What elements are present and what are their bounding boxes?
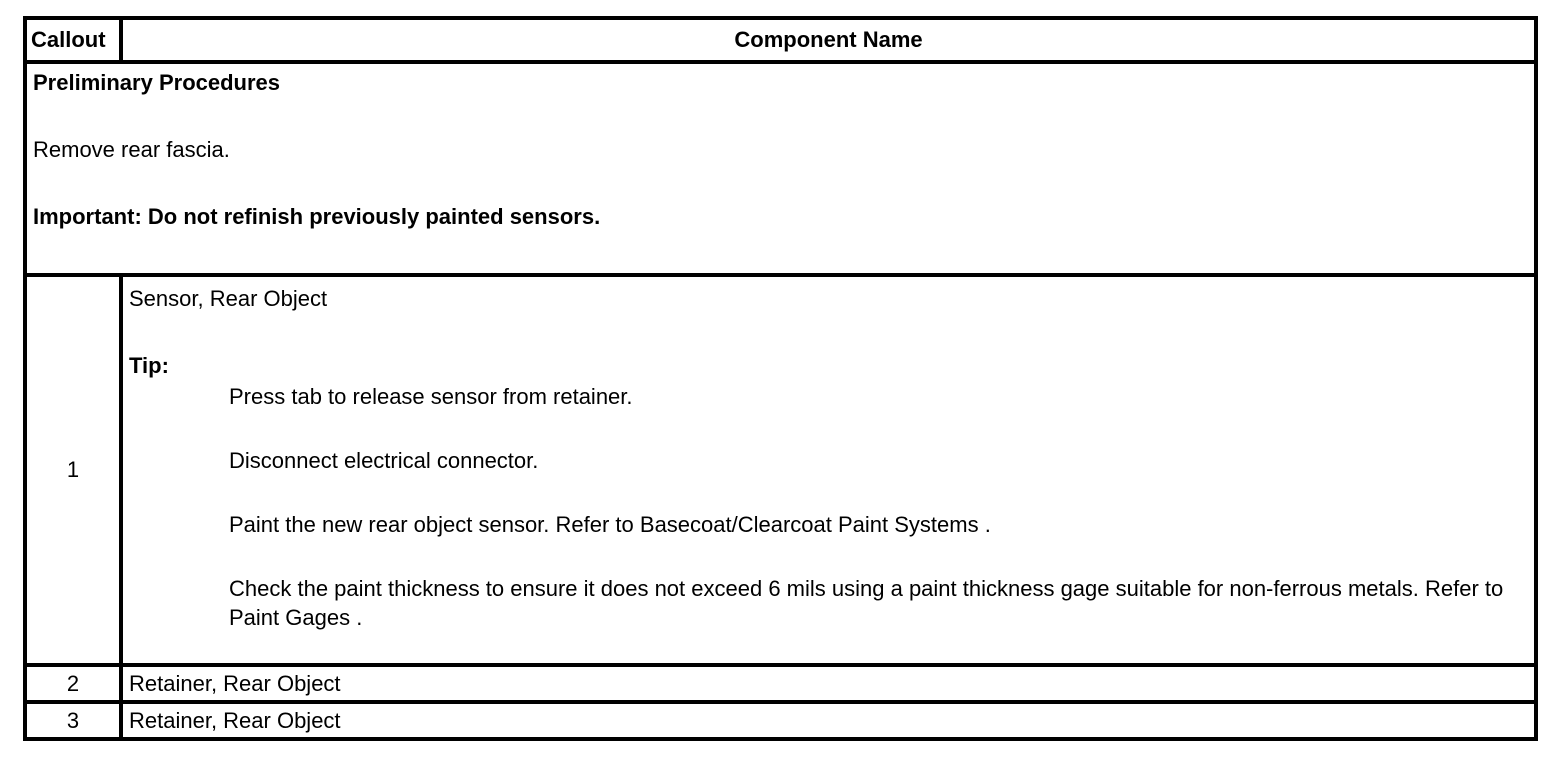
- component-name: Retainer, Rear Object: [121, 702, 1536, 739]
- tip-item: Paint the new rear object sensor. Refer to Basecoat/Clearcoat Paint Systems .: [229, 512, 991, 537]
- table-header-row: [25, 18, 1536, 62]
- preliminary-row: [25, 62, 1536, 275]
- component-table: [23, 16, 1538, 741]
- callout-header: Callout: [25, 18, 121, 62]
- preliminary-title: Preliminary Procedures: [33, 70, 281, 95]
- table-row: [25, 665, 1536, 702]
- tip-item: Disconnect electrical connector.: [229, 448, 539, 473]
- callout-number: 3: [25, 702, 121, 739]
- preliminary-cell: [25, 62, 1536, 275]
- important-note: Important: Do not refinish previously painted sensors.: [33, 204, 601, 229]
- component-cell: [121, 275, 1536, 665]
- table-row: [25, 275, 1536, 665]
- table-row: [25, 702, 1536, 739]
- tip-list: [129, 382, 1534, 632]
- component-name-header: Component Name: [121, 18, 1536, 62]
- tip-item: Press tab to release sensor from retainer.: [229, 384, 633, 409]
- component-name: Retainer, Rear Object: [121, 665, 1536, 702]
- component-name: Sensor, Rear Object: [129, 286, 328, 311]
- callout-number: 2: [25, 665, 121, 702]
- callout-number: 1: [25, 275, 121, 665]
- preliminary-step: Remove rear fascia.: [33, 137, 230, 162]
- tip-item: Check the paint thickness to ensure it does not exceed 6 mils using a paint thickness gage suitable for non-ferrous metals. Refer to Paint Gages .: [229, 576, 1504, 630]
- tip-label: Tip:: [129, 353, 169, 378]
